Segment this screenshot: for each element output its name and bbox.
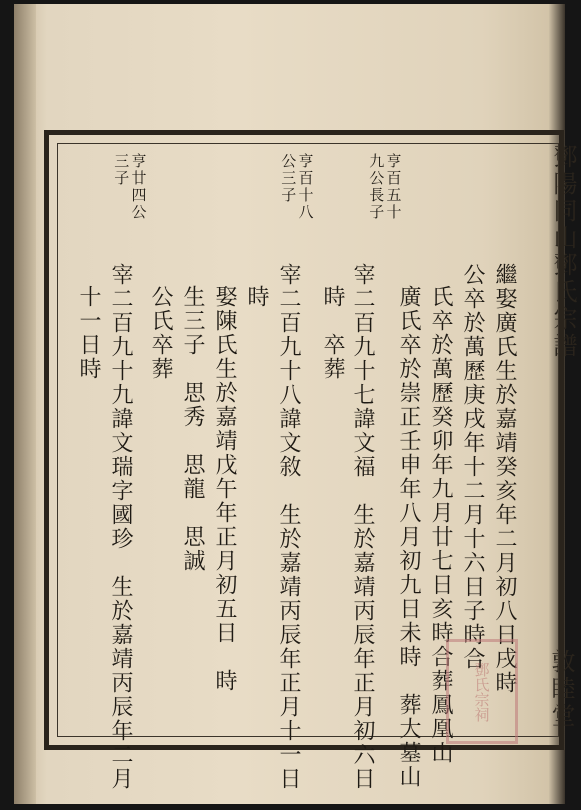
text-column-2: 公卒於萬歷庚戌年十二月十六日子時合 <box>460 263 485 671</box>
text-column-4: 廣氏卒於崇正壬申年八月初九日未時 葬大墓山 <box>396 285 421 789</box>
text-column-8: 時 <box>244 285 269 309</box>
header-note-1 <box>367 153 402 221</box>
hall-name: 敦睦堂 <box>547 649 575 730</box>
genealogy-page <box>14 4 577 804</box>
text-column-5: 宰二百九十七諱文福 生於嘉靖丙辰年正月初六日 <box>350 263 375 791</box>
text-column-7: 宰二百九十八諱文敘 生於嘉靖丙辰年正月十一日 <box>276 263 301 791</box>
header-note-3-line-1: 亨廿四公 <box>129 153 148 221</box>
text-column-10: 生三子 思秀 思龍 思誠 <box>180 285 205 573</box>
text-column-1: 繼娶廣氏生於嘉靖癸亥年二月初八日戌時 <box>492 263 517 695</box>
text-column-12: 宰二百九十九諱文瑞字國珍 生於嘉靖丙辰年二月 <box>108 263 133 791</box>
header-note-3 <box>112 153 147 221</box>
book-gutter <box>14 4 36 804</box>
header-note-2-line-2: 公三子 <box>279 153 298 204</box>
header-note-3-line-2: 三子 <box>112 153 131 187</box>
red-seal-stamp: 鄧氏宗祠 <box>446 639 518 744</box>
text-column-11: 公氏卒葬 <box>148 285 173 381</box>
header-note-1-line-1: 亨百五十 <box>384 153 403 221</box>
header-note-2 <box>279 153 314 221</box>
text-column-3: 氏卒於萬歷癸卯年九月廿七日亥時合葬鳳凰山 <box>428 285 453 765</box>
book-title: 鄧陽同山鄧氏宗譜 <box>549 144 577 360</box>
header-note-1-line-2: 九公長子 <box>367 153 386 221</box>
text-column-13: 十一日時 <box>76 285 101 381</box>
header-note-2-line-1: 亨百十八 <box>296 153 315 221</box>
text-column-6: 時 卒葬 <box>320 285 345 381</box>
text-column-9: 娶陳氏生於嘉靖戊午年正月初五日 時 <box>212 285 237 693</box>
